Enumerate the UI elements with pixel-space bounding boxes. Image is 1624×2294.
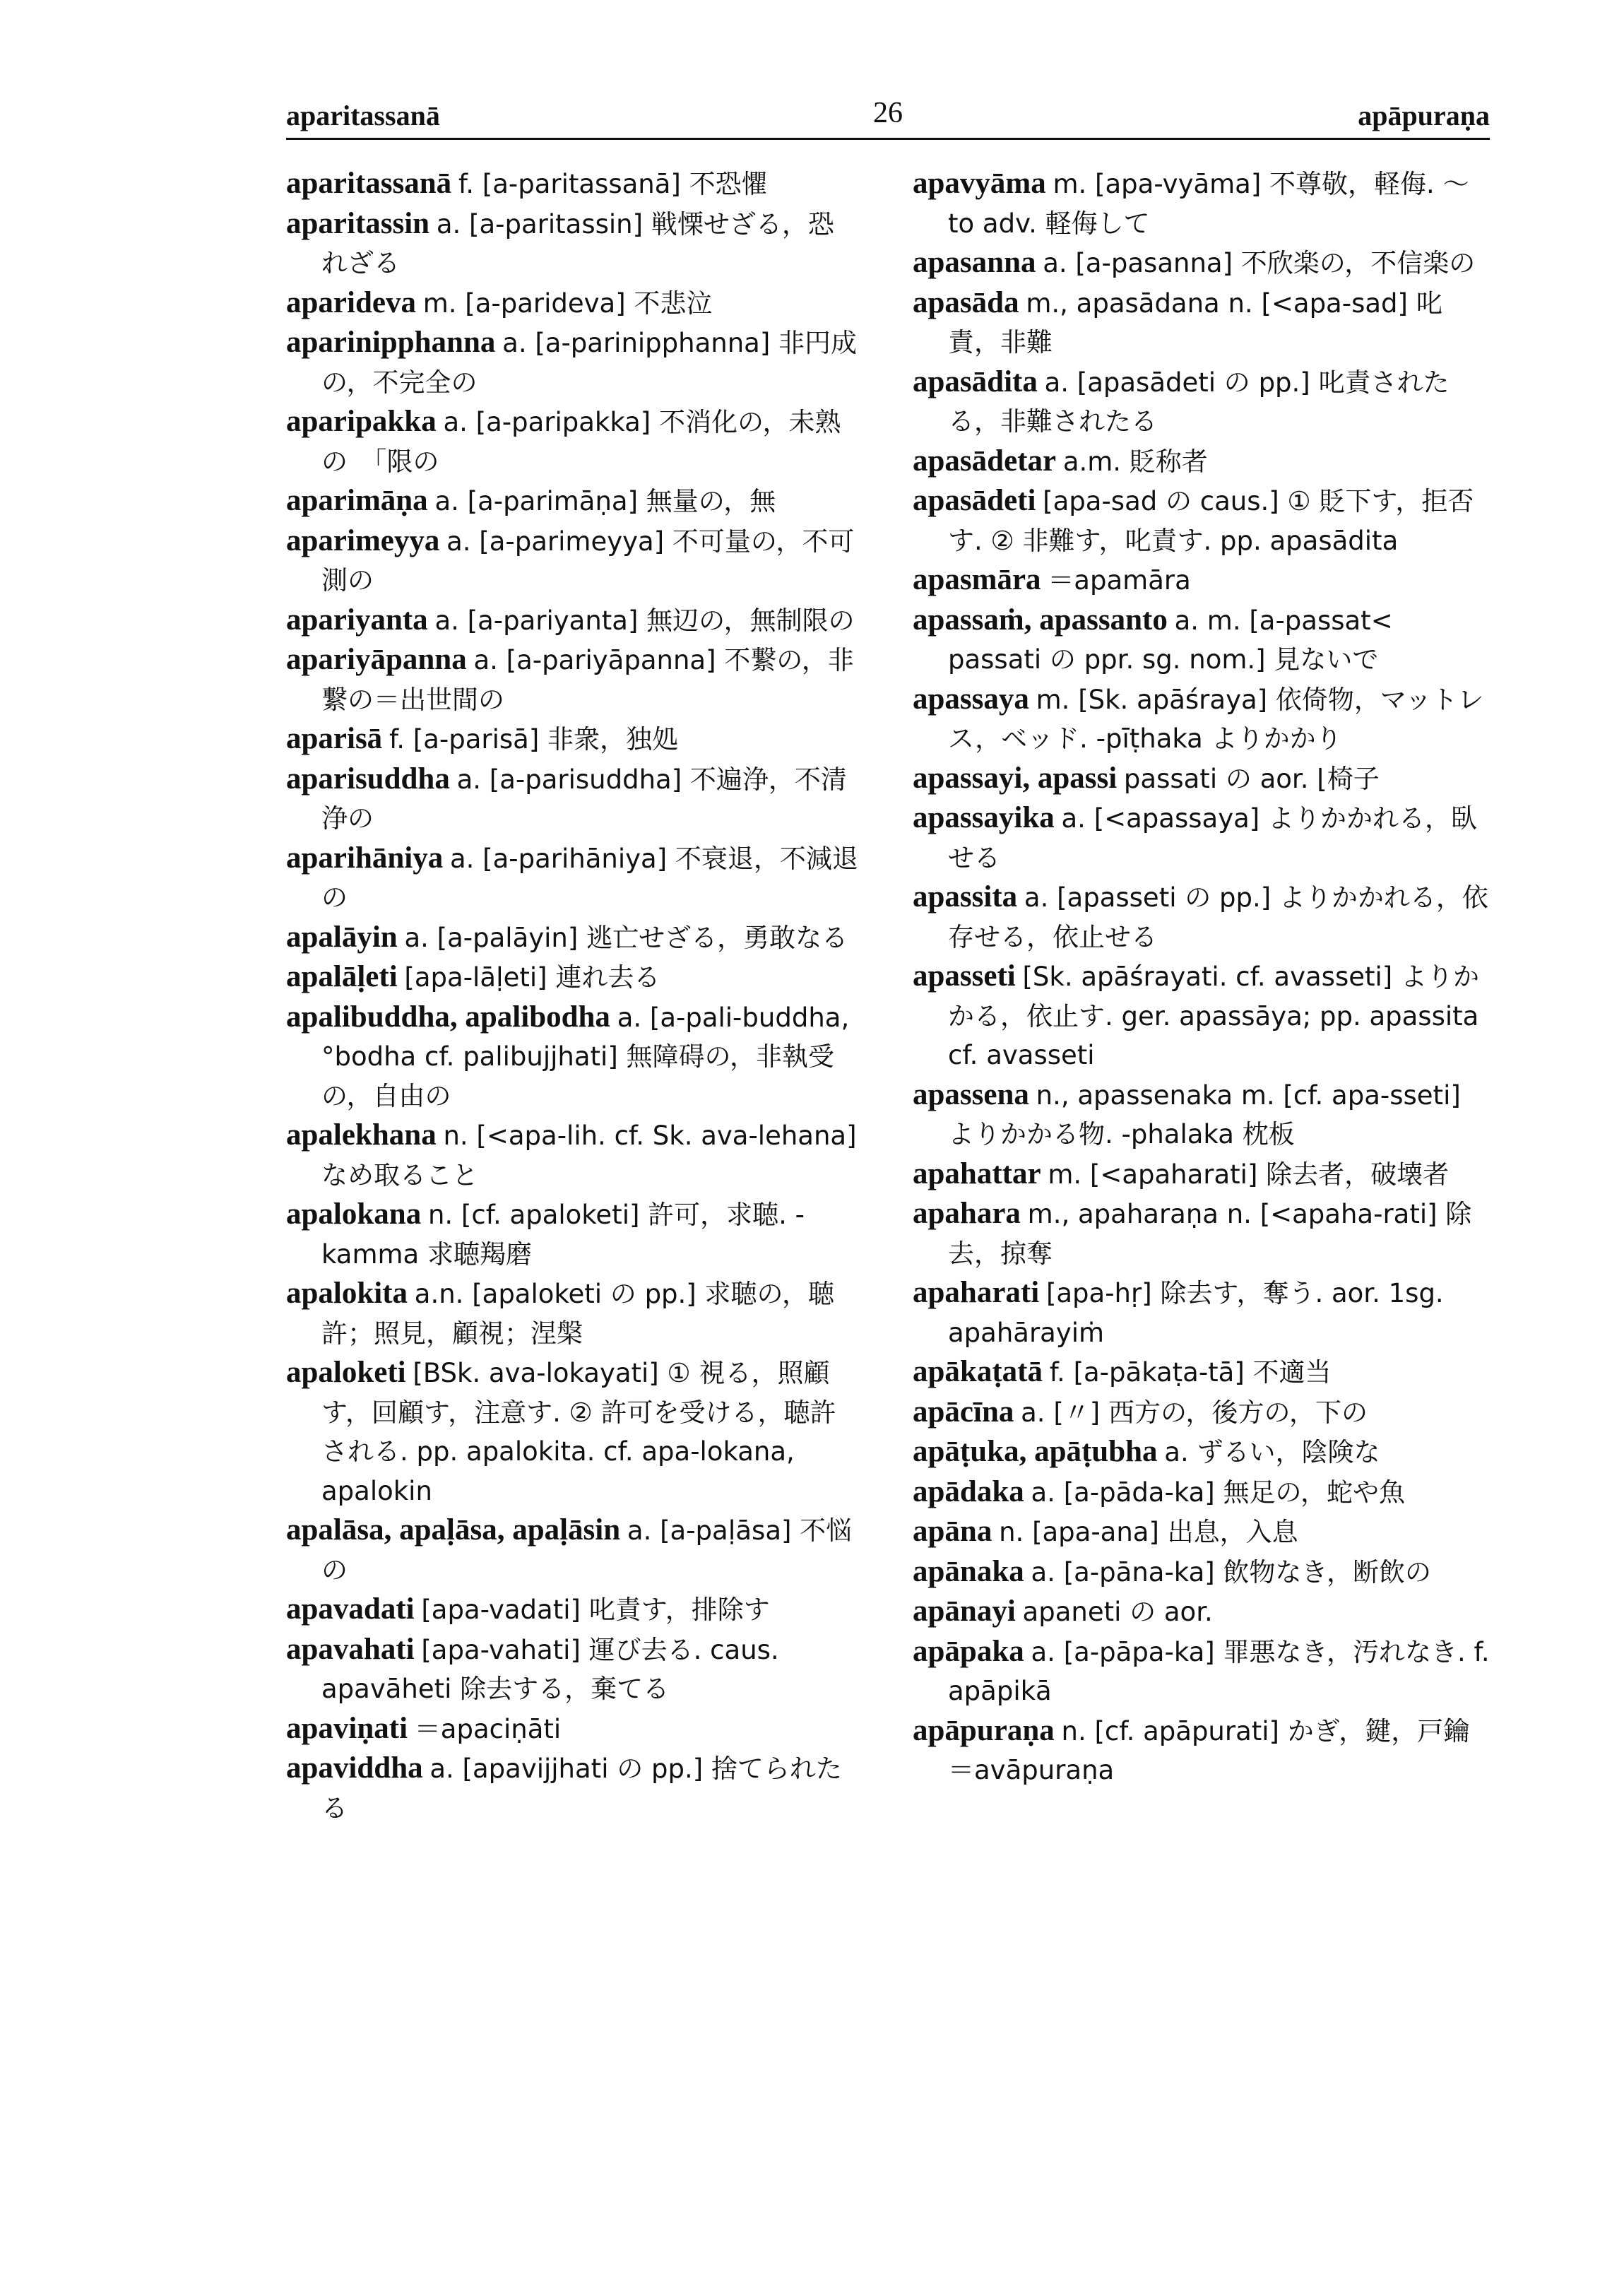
headword: aparipakka [286,405,437,438]
headword: apāṭuka, apāṭubha [913,1435,1158,1468]
headword: aparitassanā [286,167,452,200]
definition: n., apassenaka m. [cf. apa-sseti] よりかかる物. -phalaka 枕板 [948,1080,1461,1149]
definition: f. [a-pākaṭa-tā] 不適当 [1049,1357,1332,1388]
definition: m. [apa-vyāma] 不尊敬，軽侮. ～to adv. 軽侮して [948,169,1469,239]
headword: apasseti [913,959,1016,993]
header-rule [286,138,1490,140]
headword: apānaka [913,1554,1024,1588]
headword: apalokana [286,1198,422,1231]
definition: a. [a-paripakka] 不消化の，未熟の 「限の [321,407,841,477]
definition: a. [a-parihāniya] 不衰退，不減退の [321,843,858,913]
running-head-left: aparitassanā [286,100,440,131]
definition: a.m. 貶称者 [1062,446,1208,477]
headword: aparideva [286,285,416,319]
headword: aparimeyya [286,524,440,557]
headword: apavahati [286,1632,415,1666]
definition: [apa-sad の caus.] ① 貶下す，拒否す. ② 非難す，叱責す. pp. apasādita [948,486,1474,556]
dictionary-entry [286,1116,858,1195]
dictionary-entry [286,1749,858,1828]
dictionary-entry [913,1352,1492,1393]
definition: a. [a-pāda-ka] 無足の，蛇や魚 [1031,1477,1405,1508]
dictionary-entry [913,1393,1492,1433]
headword: apassena [913,1077,1029,1111]
dictionary-entry [286,1274,858,1353]
headword: apasmāra [913,563,1041,596]
right-column [913,164,1492,1790]
definition: m. [a-parideva] 不悲泣 [422,288,713,319]
headword: apalibuddha, apalibodha [286,1000,610,1034]
dictionary-entry [286,601,858,641]
definition: ＝apaciṇāti [414,1713,562,1744]
dictionary-entry [913,1432,1492,1472]
page-header [286,99,1490,141]
headword: apahattar [913,1157,1041,1190]
headword: apasādetar [913,444,1057,478]
definition: m. [Sk. apāśraya] 依倚物，マットレス，ベッド. -pīṭhaka よりかかり [948,684,1484,754]
dictionary-entry [913,1194,1492,1273]
headword: aparihāniya [286,841,444,875]
definition: [BSk. ava-lokayati] ① 視る，照顧す，回顧す，注意す. ② 許可を受ける，聴許される. pp. apalokita. cf. apa-lokana, apalokin [321,1358,836,1506]
headword: apaloketi [286,1356,406,1389]
definition: m., apasādana n. [<apa-sad] 叱責，非難 [948,288,1442,357]
headword: apariyanta [286,603,428,637]
headword: apaharati [913,1276,1040,1309]
headword: apalāsa, apaḷāsa, apaḷāsin [286,1513,621,1547]
dictionary-entry [913,362,1492,442]
headword: apassayi, apassi [913,761,1118,795]
headword: apasāda [913,285,1019,319]
headword: apākaṭatā [913,1355,1043,1388]
definition: a. [a-paritassin] 戦慄せざる，恐れざる [321,208,834,278]
definition: a. ずるい，陰険な [1164,1437,1380,1467]
dictionary-entry [913,481,1492,560]
definition: m. [<apaharati] 除去者，破壊者 [1048,1159,1450,1190]
definition: a. [a-parimeyya] 不可量の，不可測の [321,526,855,596]
dictionary-entry [913,560,1492,601]
headword: apassita [913,880,1018,914]
definition: [apa-vadati] 叱責す，排除す [421,1595,770,1625]
definition: a. [a-palāyin] 逃亡せざる，勇敢なる [404,922,848,953]
headword: aparitassin [286,206,430,240]
dictionary-entry [286,998,858,1116]
headword: apavyāma [913,167,1046,200]
dictionary-entry [286,957,858,998]
headword: apasādeti [913,484,1036,517]
definition: n. [apa-ana] 出息，入息 [999,1517,1298,1547]
headword: apāpuraṇa [913,1713,1055,1747]
headword: apasanna [913,246,1036,279]
headword: aparinipphanna [286,326,496,359]
dictionary-entry [286,640,858,719]
definition: a. [a-pariyanta] 無辺の，無制限の [434,605,855,636]
dictionary-entry [286,1590,858,1630]
definition: passati の aor. ⌊椅子 [1123,763,1380,794]
headword: apassayika [913,801,1055,834]
dictionary-entry [913,1592,1492,1632]
dictionary-entry [286,1630,858,1709]
headword: apaviṇati [286,1711,408,1745]
definition: a. [a-parisuddha] 不遍浄，不清浄の [321,764,847,834]
dictionary-entry [913,1472,1492,1513]
dictionary-entry [286,1353,858,1510]
dictionary-entry [913,1512,1492,1552]
definition: a. [〃] 西方の，後方の，下の [1021,1397,1368,1428]
definition: ＝apamāra [1048,565,1191,596]
headword: aparisuddha [286,762,450,796]
dictionary-entry [286,719,858,759]
dictionary-entry [286,918,858,958]
headword: apācīna [913,1395,1014,1429]
dictionary-entry [286,204,858,283]
headword: aparimāṇa [286,484,428,517]
definition: [apa-hṛ] 除去す，奪う. aor. 1sg. apahārayiṁ [948,1278,1444,1348]
definition: apaneti の aor. [1022,1597,1213,1627]
dictionary-entry [913,877,1492,957]
headword: apānayi [913,1595,1016,1628]
definition: a. [apavijjhati の pp.] 捨てられたる [321,1754,842,1823]
dictionary-entry [913,243,1492,283]
definition: [Sk. apāśrayati. cf. avasseti] よりかかる，依止す. ger. apassāya; pp. apassita cf. avasseti [948,962,1479,1070]
definition: n. [cf. apāpurati] かぎ，鍵，戸鑰＝avāpuraṇa [948,1715,1470,1785]
dictionary-entry [913,957,1492,1075]
definition: a. [a-pariyāpanna] 不繋の，非繋の＝出世間の [321,645,854,715]
definition: a. [apasādeti の pp.] 叱責されたる，非難されたる [948,367,1450,437]
definition: a. [a-parimāṇa] 無量の，無 [434,486,776,516]
definition: a. [a-pāna-ka] 飲物なき，断飲の [1031,1556,1431,1588]
running-head-right: apāpuraṇa [1358,100,1490,131]
dictionary-entry [286,164,858,204]
dictionary-entry [913,1273,1492,1352]
dictionary-entry [913,1075,1492,1154]
definition: a. [a-pāpa-ka] 罪悪なき，汚れなき. f. apāpikā [948,1636,1490,1706]
dictionary-entry [286,1709,858,1749]
headword: apariyāpanna [286,643,467,676]
headword: apassaya [913,682,1029,716]
headword: apādaka [913,1474,1024,1508]
dictionary-entry [286,323,858,402]
definition: a. [a-pali-buddha, °bodha cf. palibujjhati] 無障碍の，非執受の，自由の [321,1002,850,1111]
dictionary-entry [913,1154,1492,1195]
page-number: 26 [873,97,903,129]
dictionary-entry [913,1632,1492,1711]
definition: a.n. [apaloketi の pp.] 求聴の，聴許；照見，顧視；涅槃 [321,1279,835,1349]
dictionary-entry [913,601,1492,680]
headword: aparisā [286,722,383,755]
headword: apavadati [286,1592,415,1626]
definition: [apa-vahati] 運び去る. caus. apavāheti 除去する，棄てる [321,1634,779,1704]
headword: apasādita [913,365,1038,398]
definition: a. m. [a-passat< passati の ppr. sg. nom.] 見ないで [948,605,1393,675]
headword: apalekhana [286,1118,437,1152]
dictionary-entry [286,283,858,324]
dictionary-entry [913,164,1492,243]
dictionary-entry [913,798,1492,877]
dictionary-entry [913,680,1492,759]
dictionary-entry [286,402,858,481]
definition: n. [cf. apaloketi] 許可，求聴. -kamma 求聴羯磨 [321,1200,805,1270]
definition: a. [a-pasanna] 不欣楽の，不信楽の [1043,248,1476,278]
dictionary-entry [286,481,858,521]
definition: [apa-lāḷeti] 連れ去る [404,962,660,993]
dictionary-entry [913,1711,1492,1790]
dictionary-entry [913,442,1492,482]
dictionary-entry [286,759,858,839]
headword: apaviddha [286,1751,423,1785]
dictionary-entry [913,1552,1492,1592]
headword: apāna [913,1515,992,1548]
definition: a. [apasseti の pp.] よりかかれる，依存せる，依止せる [948,882,1488,952]
dictionary-entry [913,283,1492,362]
dictionary-entry [913,759,1492,799]
left-column [286,164,858,1828]
headword: apalāyin [286,920,398,954]
dictionary-entry [286,839,858,918]
headword: apalāḷeti [286,960,398,993]
definition: f. [a-paritassanā] 不恐懼 [458,169,768,199]
definition: a. [<apassaya] よりかかれる，臥せる [948,803,1477,873]
definition: a. [a-paḷāsa] 不悩の [321,1515,853,1585]
definition: n. [<apa-lih. cf. Sk. ava-lehana] なめ取ること [321,1121,857,1190]
definition: a. [a-parinipphanna] 非円成の，不完全の [321,328,858,398]
dictionary-entry [286,521,858,601]
definition: f. [a-parisā] 非衆，独処 [389,724,679,755]
headword: apassaṁ, apassanto [913,603,1168,637]
dictionary-entry [286,1510,858,1590]
dictionary-entry [286,1195,858,1274]
definition: m., apaharaṇa n. [<apaha-rati] 除去，掠奪 [948,1199,1472,1269]
headword: apāpaka [913,1634,1024,1668]
headword: apahara [913,1197,1021,1230]
headword: apalokita [286,1277,408,1310]
